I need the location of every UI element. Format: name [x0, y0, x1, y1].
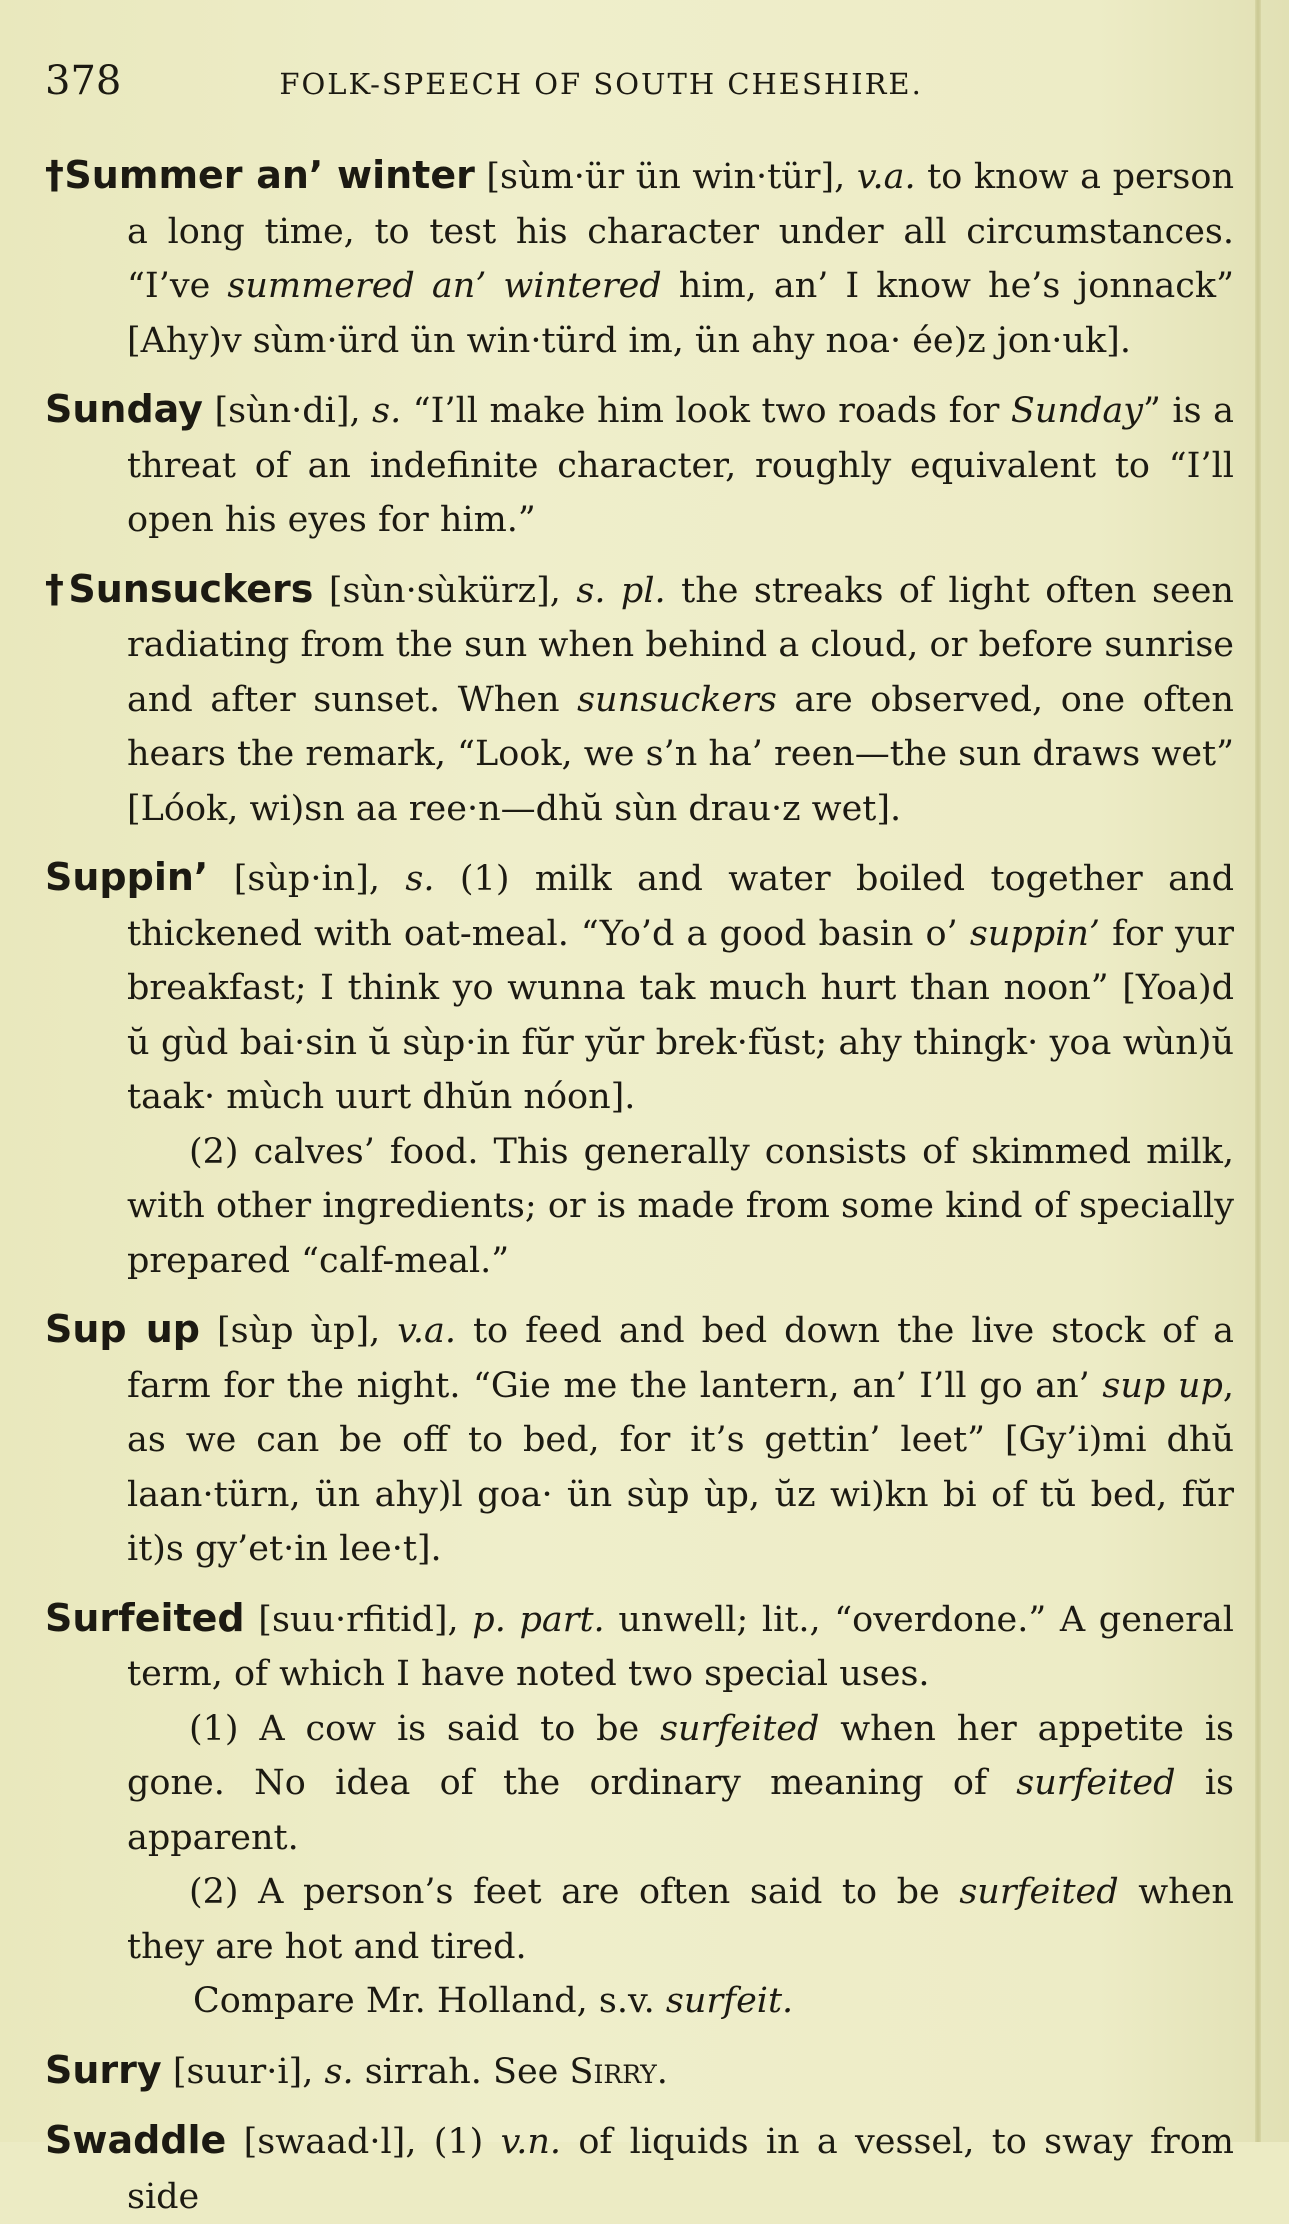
page-edge [1255, 0, 1261, 2142]
entry-headword: Suppin’ [45, 855, 209, 899]
entry-definition: are observed, one often hears the remark, “Look, we s’n ha’ reen—the sun draws wet” [Lóok, wi)sn aa ree·n—dhŭ sùn drau·z wet]. [127, 679, 1235, 829]
entry-swaddle: Swaddle [swaad·l], (1) v.n. of liquids in a vessel, to sway from side [45, 2118, 1234, 2217]
entry-sense-text: (1) A cow is said to be [189, 1708, 640, 1749]
entry-definition: sirrah. See [364, 2051, 559, 2092]
entry-quote-emphasis: summered an’ wintered [227, 266, 662, 306]
entry-pronunciation: [suur·i] [172, 2051, 303, 2092]
entry-pos: v.n. [500, 2122, 562, 2162]
entry-pronunciation: [sùn·di] [214, 391, 350, 431]
entry-pronunciation: [sùm·ür ün win·tür] [486, 157, 835, 197]
entry-quote-emphasis: Sunday [1010, 391, 1144, 431]
entry-pronunciation: [sùp·in] [233, 859, 369, 899]
entry-surry: Surry [suur·i], s. sirrah. See Sirry. [45, 2047, 668, 2092]
entry-sense-1: (1) milk and water boiled together and thickened with oat-meal. “Yo’d a good basin o’ [127, 859, 1234, 954]
entry-transcription: [Ahy)v sùm·ürd ün win·türd im, ün ahy noa· ée)z jon·uk]. [127, 320, 1131, 361]
entry-sense-1: for yur breakfast; I think yo wunna tak much hurt than noon” [Yoa)d ŭ gùd bai·sin ŭ sùp·in fŭr yŭr brek·fŭst; ahy thingk· yoa wùn)ŭ taak· mùch uurt dhŭn nóon]. [127, 913, 1234, 1117]
page-number: 378 [45, 58, 122, 104]
entry-summer-an-winter: †Summer an’ winter [sùm·ür ün win·tür], v.a. to know a person a long time, to test his character under all circumstances. “I’ve summered an’ wintered him, an’ I know he’s jonnack” [Ahy)v sùm·ürd ün win·türd im, ün ahy noa· ée)z jon·uk]. [45, 153, 1234, 361]
entry-headword: Sunday [45, 387, 203, 431]
entry-pronunciation: [suu·rfitid] [258, 1599, 448, 1640]
entry-headword: Surfeited [45, 1595, 245, 1640]
entry-compare [127, 1974, 1234, 2029]
page-header [45, 58, 1234, 104]
entry-emphasis: surfeited [660, 1708, 820, 1749]
entry-surfeited: Surfeited [suu·rfitid], p. part. unwell; lit., “overdone.” A general term, of which I have noted two special uses. (1) A cow is said to be surfeited when her appetite is gone. No idea of the ordinary meaning of surfeited is apparent. (2) A person’s feet are often said to be surfeited when they are hot and tired. Compare Mr. Holland, s.v. surfeit. [45, 1591, 1234, 2029]
entry-compare-text: Compare Mr. Holland, s.v. [193, 1981, 655, 2021]
entry-definition: the streaks of light often seen radiating from the sun when behind a cloud, or before sunrise and after sunset. When [127, 570, 1234, 720]
entry-definition: of liquids in a vessel, to sway from side [127, 2122, 1234, 2217]
entry-pos: s. [405, 859, 435, 899]
entry-sunsuckers: †Sunsuckers [sùn·sùkürz], s. pl. the streaks of light often seen radiating from the sun when behind a cloud, or before sunrise and after sunset. When sunsuckers are observed, one often hears the remark, “Look, we s’n ha’ reen—the sun draws wet” [Lóok, wi)sn aa ree·n—dhŭ sùn drau·z wet]. [45, 566, 1235, 829]
entry-dagger: † [45, 566, 69, 611]
entry-headword: Sup up [45, 1307, 200, 1351]
entry-pronunciation: [sùp ùp] [216, 1311, 370, 1351]
entry-sense-1 [127, 1702, 1234, 1866]
entry-pos: p. part. [472, 1599, 605, 1640]
entry-sense-text: when her appetite is gone. No idea of the ordinary meaning of [127, 1708, 1234, 1803]
entry-definition: to feed and bed down the live stock of a farm for the night. “Gie me the lantern, an’ I’ll go an’ [127, 1311, 1234, 1406]
entry-pos: v.a. [856, 157, 916, 197]
entry-emphasis: sup up [1102, 1365, 1223, 1406]
entry-pronunciation: [swaad·l] [243, 2122, 406, 2162]
entry-pos: s. [372, 391, 402, 431]
entry-sense-text: is apparent. [127, 1763, 1234, 1858]
entry-definition: to know a person a long time, to test his character under all circumstances. [127, 157, 1234, 252]
entry-quote: ” is a threat of an indefinite character, roughly equivalent to “I’ll open his eyes for him.” [127, 391, 1234, 540]
entry-pos: v.a. [397, 1311, 456, 1351]
entry-suppin: Suppin’ [sùp·in], s. (1) milk and water boiled together and thickened with oat-meal. “Yo’d a good basin o’ suppin’ for yur breakfast; I think yo wunna tak much hurt than noon” [Yoa)d ŭ gùd bai·sin ŭ sùp·in fŭr yŭr brek·fŭst; ahy thingk· yoa wùn)ŭ taak· mùch uurt dhŭn nóon]. (2) calves’ food. This generally consists of skimmed milk, with other ingredients; or is made from some kind of specially prepared “calf-meal.” [45, 850, 1234, 1288]
entry-emphasis: surfeited [1016, 1763, 1176, 1803]
entry-quote: “I’ll make him look two roads for [412, 391, 1000, 431]
entry-headword: Swaddle [45, 2118, 227, 2162]
entry-emphasis: surfeit. [665, 1981, 794, 2021]
entry-sense-text: (2) A person’s feet are often said to be [189, 1872, 940, 1912]
entry-dagger: † [45, 153, 65, 197]
entry-emphasis: sunsuckers [577, 679, 777, 720]
running-title: FOLK-SPEECH OF SOUTH CHESHIRE. [279, 67, 923, 101]
entry-emphasis: suppin’ [969, 913, 1101, 954]
entry-cross-reference: Sirry. [569, 2051, 668, 2092]
entry-sense-text: when they are hot and tired. [127, 1872, 1234, 1967]
entry-headword: Summer an’ winter [64, 153, 475, 197]
entry-pronunciation: [sùn·sùkürz] [328, 570, 550, 611]
entry-sunday: Sunday [sùn·di], s. “I’ll make him look two roads for Sunday” is a threat of an indefinite character, roughly equivalent to “I’ll open his eyes for him.” [45, 387, 1234, 540]
entry-headword: Sunsuckers [68, 566, 314, 611]
entry-quote: “I’ve [127, 266, 211, 306]
entry-definition: unwell; lit., “overdone.” A general term, of which I have noted two special uses. [127, 1599, 1234, 1694]
entry-sense-2 [127, 1865, 1234, 1974]
entry-sense-number: (1) [433, 2122, 484, 2162]
entry-definition: , as we can be off to bed, for it’s gettin’ leet” [Gy’i)mi dhŭ laan·türn, ün ahy)l goa· ün sùp ùp, ŭz wi)kn bi of tŭ bed, fŭr it)s gy’et·in lee·t]. [127, 1365, 1234, 1569]
entry-emphasis: surfeited [959, 1872, 1119, 1912]
entry-pos: s. pl. [576, 570, 666, 611]
entry-pos: s. [324, 2051, 354, 2092]
entry-headword: Surry [45, 2047, 162, 2092]
entry-sense-2: (2) calves’ food. This generally consists of skimmed milk, with other ingredients; or is made from some kind of specially prepared “calf-meal.” [127, 1131, 1234, 1281]
entry-quote: him, an’ I know he’s jonnack” [678, 266, 1234, 306]
entry-sup-up: Sup up [sùp ùp], v.a. to feed and bed down the live stock of a farm for the night. “Gie me the lantern, an’ I’ll go an’ sup up, as we can be off to bed, for it’s gettin’ leet” [Gy’i)mi dhŭ laan·türn, ün ahy)l goa· ün sùp ùp, ŭz wi)kn bi of tŭ bed, fŭr it)s gy’et·in lee·t]. [45, 1307, 1234, 1569]
